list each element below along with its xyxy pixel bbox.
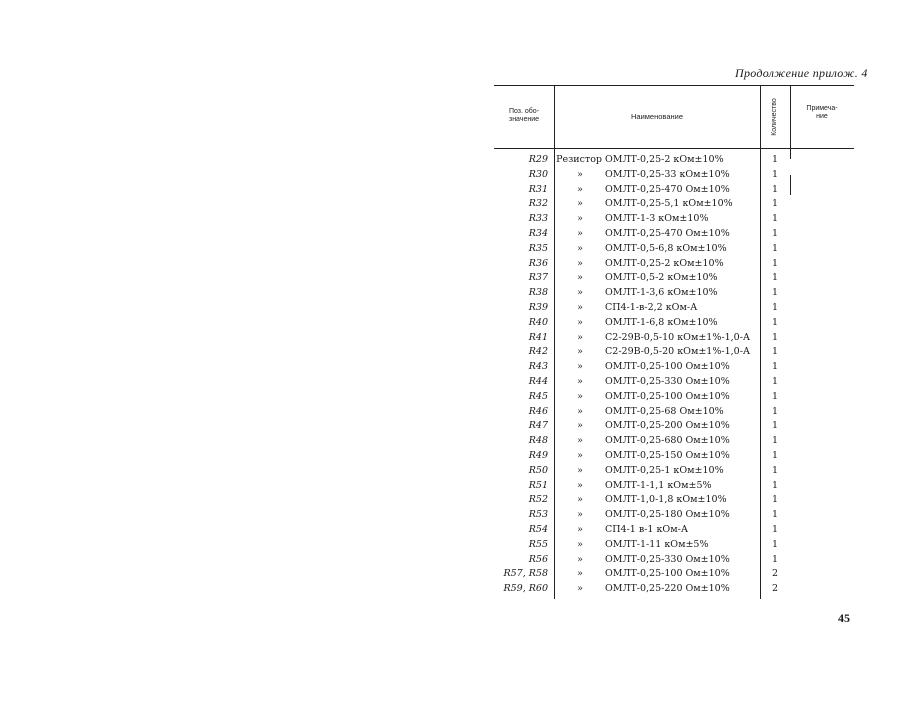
position-designation: R37 [528, 272, 548, 284]
ditto-mark: » [577, 568, 583, 580]
position-designation: R55 [528, 538, 548, 550]
ditto-mark: » [577, 523, 583, 535]
component-description: СП4-1-в-2,2 кОм-А [605, 301, 698, 313]
component-description: ОМЛТ-0,25-100 Ом±10% [605, 390, 730, 402]
quantity-value: 1 [771, 198, 779, 210]
position-designation: R49 [528, 449, 548, 461]
component-description: ОМЛТ-0,25-330 Ом±10% [605, 375, 730, 387]
position-designation: R43 [528, 361, 548, 373]
component-description: ОМЛТ-0,25-68 Ом±10% [605, 405, 724, 417]
ditto-mark: » [577, 464, 583, 476]
quantity-value: 1 [771, 361, 779, 373]
quantity-value: 1 [771, 464, 779, 476]
table-row [494, 538, 790, 553]
ditto-mark: » [577, 331, 583, 343]
quantity-value: 2 [771, 583, 779, 595]
column-header-name: Наименование [631, 112, 683, 121]
component-description: ОМЛТ-0,25-330 Ом±10% [605, 553, 730, 565]
column-header-note-label: Примеча- ние [806, 105, 838, 120]
position-designation: R31 [528, 183, 548, 195]
component-description: ОМЛТ-0,5-6,8 кОм±10% [605, 242, 727, 254]
quantity-value: 1 [771, 227, 779, 239]
table-row [494, 301, 790, 316]
position-designation: R46 [528, 405, 548, 417]
quantity-value: 1 [771, 494, 779, 506]
running-title: Продолжение прилож. 4 [735, 66, 868, 80]
position-designation: R44 [528, 375, 548, 387]
table-row [494, 553, 790, 568]
table-row [494, 345, 790, 360]
table-row [494, 375, 790, 390]
table-row [494, 434, 790, 449]
component-description: ОМЛТ-0,25-1 кОм±10% [605, 464, 724, 476]
quantity-value: 1 [771, 449, 779, 461]
ditto-mark: » [577, 538, 583, 550]
position-designation: R40 [528, 316, 548, 328]
quantity-value: 1 [771, 553, 779, 565]
ditto-mark: » [577, 272, 583, 284]
quantity-value: 1 [771, 390, 779, 402]
table-row [494, 212, 790, 227]
position-designation: R56 [528, 553, 548, 565]
position-designation: R57, R58 [503, 568, 548, 580]
component-description: СП4-1 в-1 кОм-А [605, 523, 689, 535]
quantity-value: 1 [771, 375, 779, 387]
quantity-value: 1 [771, 272, 779, 284]
component-description: ОМЛТ-0,25-220 Ом±10% [605, 583, 730, 595]
quantity-value: 1 [771, 168, 779, 180]
table-row [494, 567, 790, 582]
table-row [494, 479, 790, 494]
component-description: ОМЛТ-0,25-470 Ом±10% [605, 227, 730, 239]
component-description: ОМЛТ-0,25-100 Ом±10% [605, 568, 730, 580]
ditto-mark: » [577, 449, 583, 461]
quantity-value: 1 [771, 213, 779, 225]
column-header-quantity-label: Количество [771, 98, 778, 136]
component-description: ОМЛТ-1-6,8 кОм±10% [605, 316, 718, 328]
column-header-position [494, 108, 554, 124]
quantity-value: 1 [771, 523, 779, 535]
table-body [494, 153, 790, 597]
position-designation: R59, R60 [503, 583, 548, 595]
quantity-value: 1 [771, 479, 779, 491]
table-row [494, 316, 790, 331]
component-description: ОМЛТ-0,25-33 кОм±10% [605, 168, 730, 180]
position-designation: R53 [528, 509, 548, 521]
column-divider-quantity [790, 85, 791, 159]
position-designation: R36 [528, 257, 548, 269]
position-designation: R50 [528, 464, 548, 476]
ditto-mark: » [577, 375, 583, 387]
component-description: ОМЛТ-0,25-5,1 кОм±10% [605, 198, 733, 210]
table-row [494, 271, 790, 286]
column-divider-quantity-fragment [790, 175, 791, 195]
table-row [494, 242, 790, 257]
position-designation: R29 [528, 154, 548, 165]
position-designation: R45 [528, 390, 548, 402]
ditto-mark: » [577, 227, 583, 239]
table-row [494, 360, 790, 375]
position-designation: R41 [528, 331, 548, 343]
quantity-value: 1 [771, 331, 779, 343]
ditto-mark: » [577, 242, 583, 254]
table-row [494, 523, 790, 538]
quantity-value: 1 [771, 301, 779, 313]
table-row [494, 508, 790, 523]
ditto-mark: » [577, 257, 583, 269]
header-bottom-rule [494, 148, 854, 149]
component-description: ОМЛТ-1-11 кОм±5% [605, 538, 709, 550]
table-row [494, 153, 790, 168]
position-designation: R35 [528, 242, 548, 254]
ditto-mark: » [577, 390, 583, 402]
table-row [494, 183, 790, 198]
position-designation: R38 [528, 287, 548, 299]
position-designation: R42 [528, 346, 548, 358]
ditto-mark: » [577, 183, 583, 195]
position-designation: R39 [528, 301, 548, 313]
component-description: ОМЛТ-0,25-2 кОм±10% [605, 257, 724, 269]
table-row [494, 286, 790, 301]
component-description: ОМЛТ-0,25-150 Ом±10% [605, 449, 730, 461]
column-header-position-label: Поз. обо- значение [508, 108, 540, 123]
quantity-value: 1 [771, 435, 779, 447]
quantity-value: 1 [771, 316, 779, 328]
position-designation: R52 [528, 494, 548, 506]
ditto-mark: » [577, 361, 583, 373]
component-description: ОМЛТ-0,25-100 Ом±10% [605, 361, 730, 373]
table-row [494, 227, 790, 242]
quantity-value: 1 [771, 538, 779, 550]
table-row [494, 419, 790, 434]
ditto-mark: » [577, 287, 583, 299]
quantity-value: 1 [771, 287, 779, 299]
position-designation: R32 [528, 198, 548, 210]
table-row [494, 582, 790, 597]
quantity-value: 1 [771, 405, 779, 417]
ditto-mark: » [577, 479, 583, 491]
table-top-rule [494, 85, 854, 86]
table-row [494, 390, 790, 405]
position-designation: R47 [528, 420, 548, 432]
ditto-mark: » [577, 405, 583, 417]
component-description: ОМЛТ-1,0-1,8 кОм±10% [605, 494, 727, 506]
position-designation: R54 [528, 523, 548, 535]
ditto-mark: » [577, 316, 583, 328]
page-number: 45 [838, 611, 850, 625]
ditto-mark: » [577, 346, 583, 358]
quantity-value: 1 [771, 509, 779, 521]
position-designation: R48 [528, 435, 548, 447]
quantity-value: 1 [771, 183, 779, 195]
table-row [494, 168, 790, 183]
ditto-mark: » [577, 301, 583, 313]
table-row [494, 493, 790, 508]
component-description: ОМЛТ-1-1,1 кОм±5% [605, 479, 712, 491]
table-row [494, 449, 790, 464]
table-row [494, 331, 790, 346]
ditto-mark: » [577, 494, 583, 506]
ditto-mark: » [577, 198, 583, 210]
component-description: ОМЛТ-0,25-680 Ом±10% [605, 435, 730, 447]
ditto-mark: » [577, 213, 583, 225]
table-row [494, 464, 790, 479]
component-description: ОМЛТ-0,25-2 кОм±10% [605, 154, 724, 165]
table-row [494, 405, 790, 420]
component-description: С2-29В-0,5-10 кОм±1%-1,0-А [605, 331, 751, 343]
position-designation: R51 [528, 479, 548, 491]
component-description: ОМЛТ-0,25-200 Ом±10% [605, 420, 730, 432]
position-designation: R30 [528, 168, 548, 180]
quantity-value: 2 [771, 568, 779, 580]
quantity-value: 1 [771, 242, 779, 254]
ditto-mark: » [577, 420, 583, 432]
position-designation: R33 [528, 213, 548, 225]
ditto-mark: » [577, 509, 583, 521]
table-row [494, 197, 790, 212]
component-type: Резистор [556, 154, 602, 165]
column-header-note [790, 105, 854, 121]
quantity-value: 1 [771, 420, 779, 432]
position-designation: R34 [528, 227, 548, 239]
quantity-value: 1 [771, 257, 779, 269]
column-header-quantity [760, 85, 790, 148]
component-description: С2-29В-0,5-20 кОм±1%-1,0-А [605, 346, 751, 358]
component-description: ОМЛТ-1-3 кОм±10% [605, 213, 709, 225]
components-table [494, 85, 854, 605]
ditto-mark: » [577, 168, 583, 180]
quantity-value: 1 [771, 154, 779, 165]
table-row [494, 257, 790, 272]
component-description: ОМЛТ-0,25-180 Ом±10% [605, 509, 730, 521]
component-description: ОМЛТ-0,25-470 Ом±10% [605, 183, 730, 195]
ditto-mark: » [577, 435, 583, 447]
quantity-value: 1 [771, 346, 779, 358]
component-description: ОМЛТ-1-3,6 кОм±10% [605, 287, 718, 299]
ditto-mark: » [577, 553, 583, 565]
component-description: ОМЛТ-0,5-2 кОм±10% [605, 272, 718, 284]
ditto-mark: » [577, 583, 583, 595]
